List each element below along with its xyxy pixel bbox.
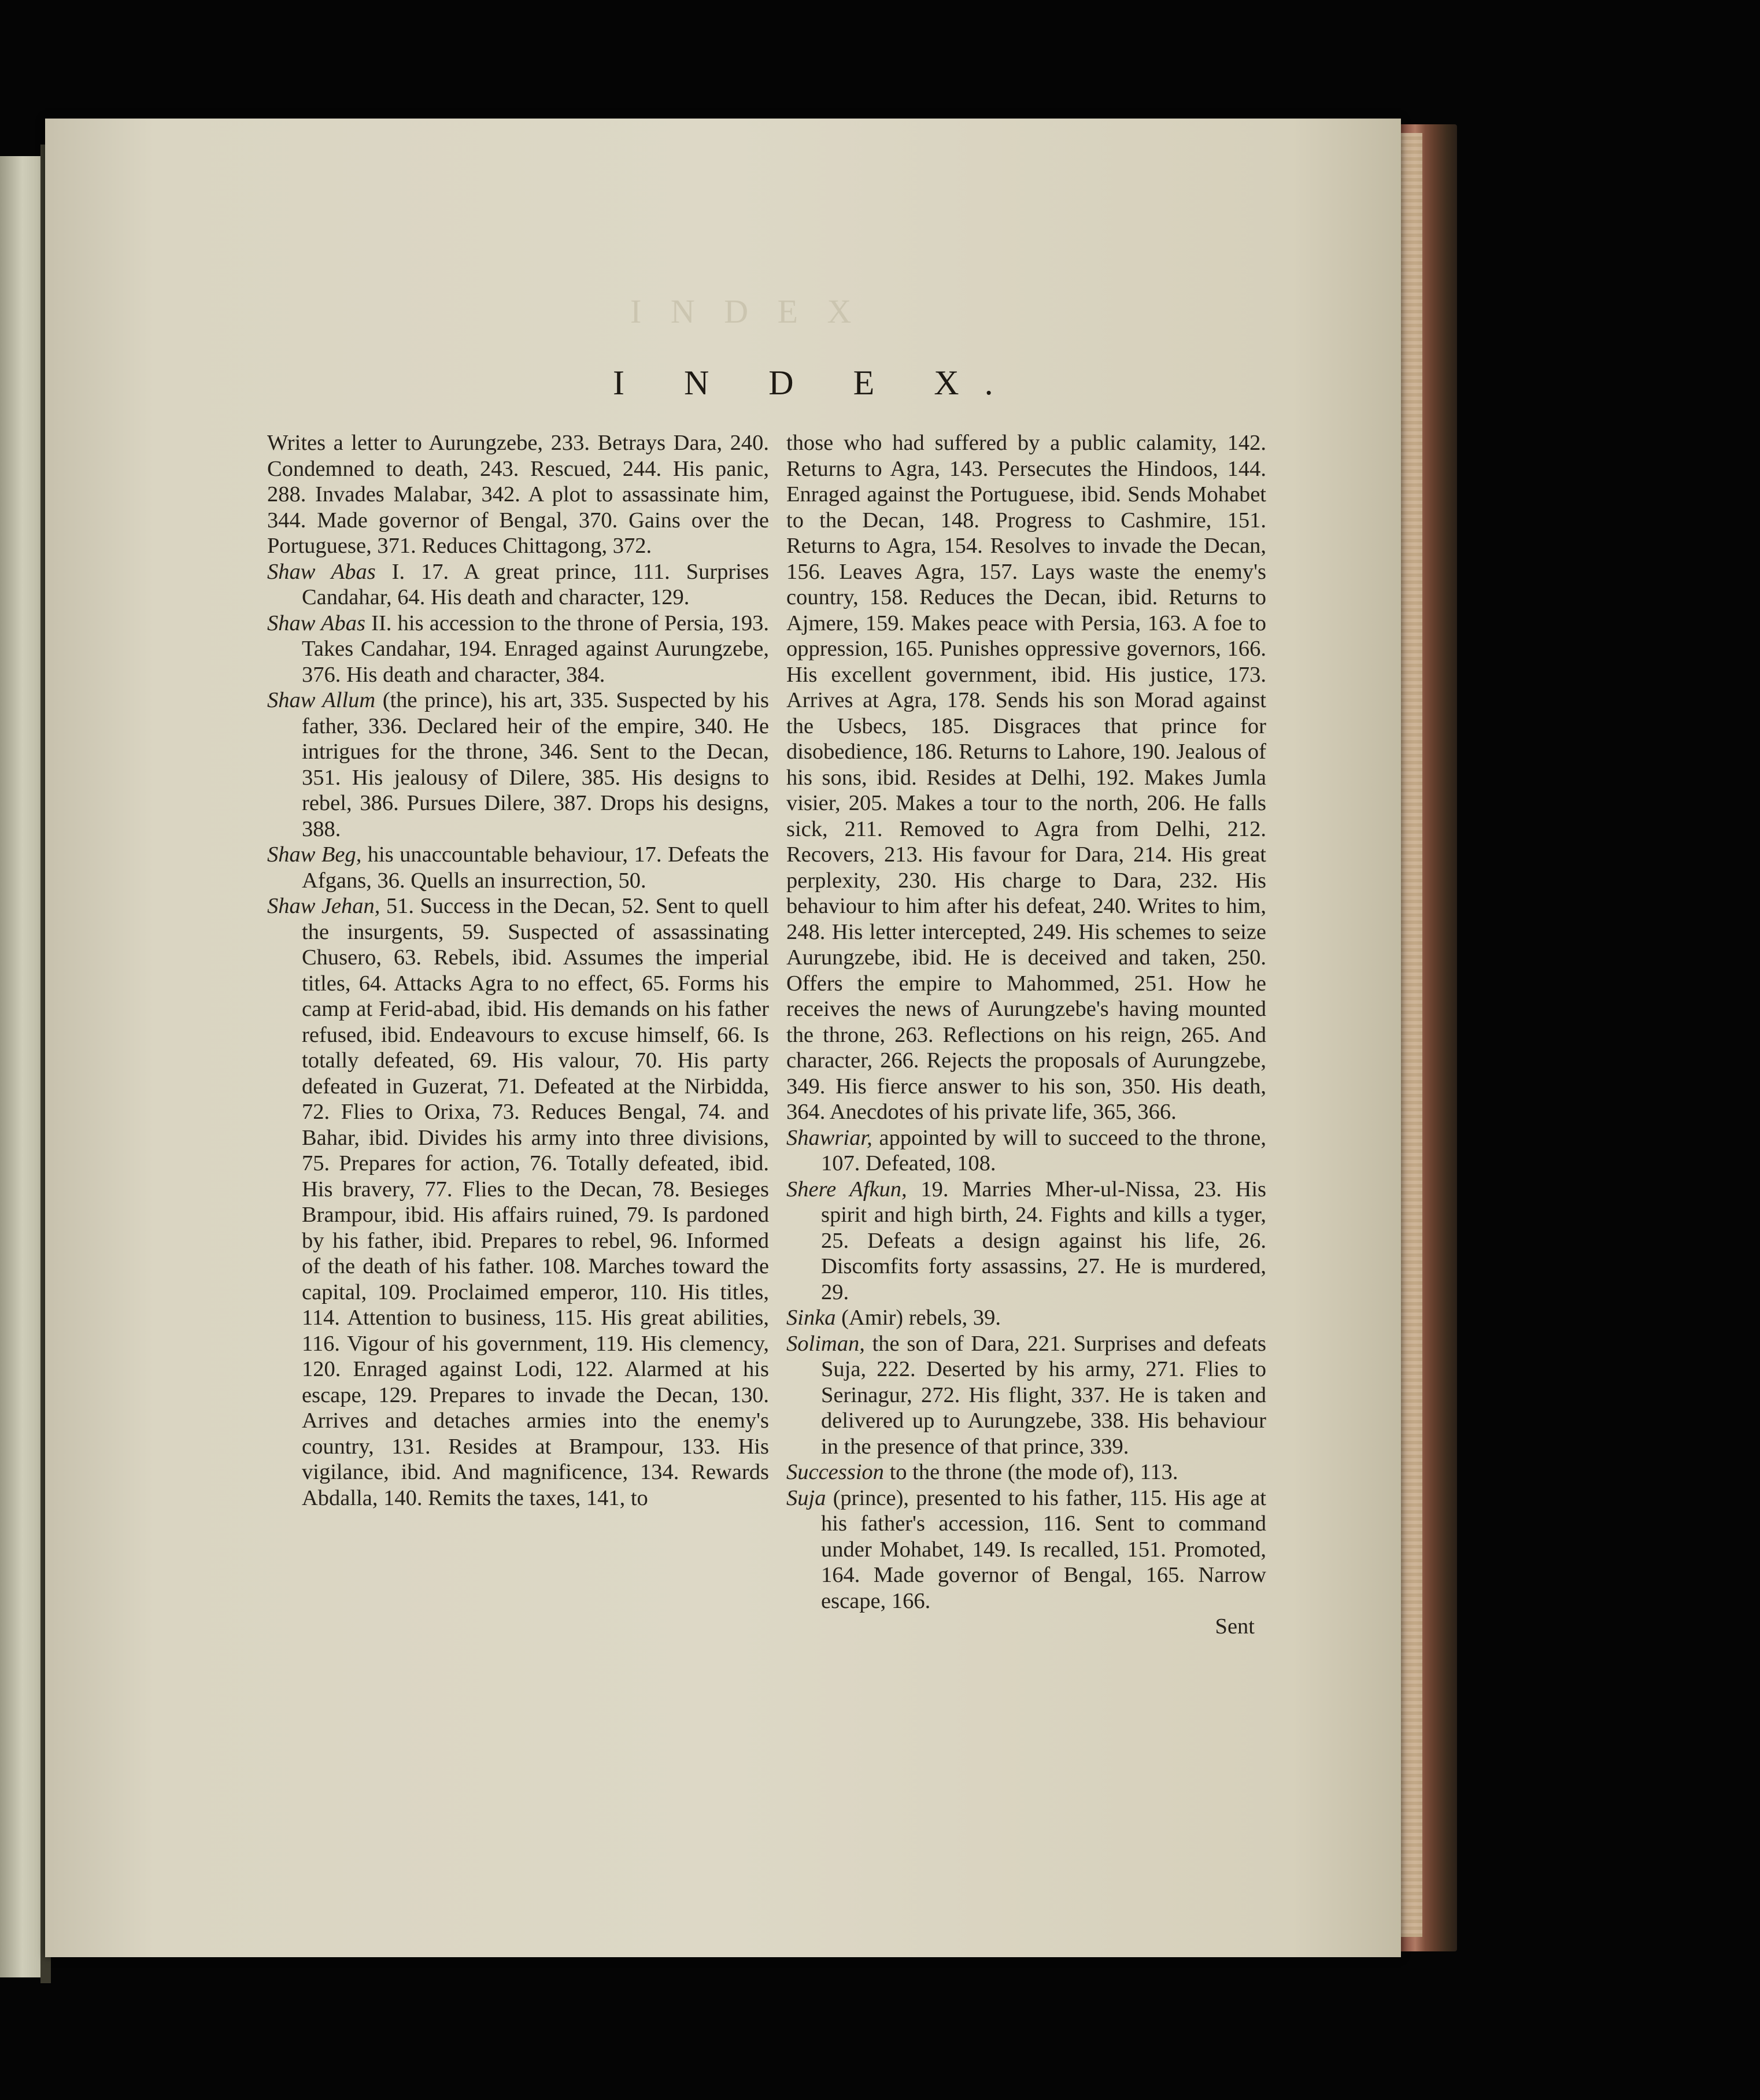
index-entry: Shaw Abas I. 17. A great prince, 111. Surprises Candahar, 64. His death and character, 129. [267, 559, 769, 609]
index-entry: Suja (prince), presented to his father, 115. His age at his father's accession, 116. Sent to command under Mohabet, 149. Is recalled, 151. Promoted, 164. Made governor of Bengal, 165. Narrow escape, 166. [786, 1485, 1266, 1613]
index-entry: Shaw Abas II. his accession to the throne of Persia, 193. Takes Candahar, 194. Enraged against Aurungzebe, 376. His death and character, 384. [267, 611, 770, 687]
page-edges [1399, 133, 1422, 1937]
index-entry: Succession to the throne (the mode of), 113. [786, 1460, 1178, 1484]
index-entry: Sinka (Amir) rebels, 39. [786, 1306, 1001, 1330]
catchword: Sent [1215, 1614, 1255, 1639]
index-entry: Shaw Allum (the prince), his art, 335. Suspected by his father, 336. Declared heir of the empire, 340. He intrigues for the throne, 346. Sent to the Decan, 351. His jealousy of Dilere, 385. His designs to rebel, 386. Pursues Dilere, 387. Drops his designs, 388. [267, 688, 769, 841]
left-column [267, 430, 769, 1511]
index-entry: Shawriar, appointed by will to succeed to the throne, 107. Defeated, 108. [786, 1125, 1266, 1175]
index-entry: Writes a letter to Aurungzebe, 233. Betrays Dara, 240. Condemned to death, 243. Rescued, 244. His panic, 288. Invades Malabar, 342. A plot to assassinate him, 344. Made governor of Bengal, 370. Gains over the Portuguese, 371. Reduces Chittagong, 372. [267, 431, 769, 558]
index-entry: Shere Afkun, 19. Marries Mher-ul-Nissa, 23. His spirit and high birth, 24. Fights and kills a tyger, 25. Defeats a design against his life, 26. Discomfits forty assassins, 27. He is murdered, 29. [786, 1177, 1266, 1304]
index-entry: Shaw Jehan, 51. Success in the Decan, 52. Sent to quell the insurgents, 59. Suspected of assassinating Chusero, 63. Rebels, ibid. Assumes the imperial titles, 64. Attacks Agra to no effect, 65. Forms his camp at Ferid-abad, ibid. His demands on his father refused, ibid. Endeavours to excuse himself, 66. Is totally defeated, 69. His valour, 70. His party defeated in Guzerat, 71. Defeated at the Nirbidda, 72. Flies to Orixa, 73. Reduces Bengal, 74. and Bahar, ibid. Divides his army into three divisions, 75. Prepares for action, 76. Totally defeated, ibid. His bravery, 77. Flies to the Decan, 78. Besieges Brampour, ibid. His affairs ruined, 79. Is pardoned by his father, ibid. Prepares to rebel, 96. Informed of the death of his father. 108. Marches toward the capital, 109. Proclaimed emperor, 110. His titles, 114. Attention to business, 115. His great abilities, 116. Vigour of his government, 119. His clemency, 120. Enraged against Lodi, 122. Alarmed at his escape, 129. Prepares to invade the Decan, 130. Arrives and detaches armies into the enemy's country, 131. Resides at Brampour, 133. His vigilance, ibid. And magnificence, 134. Rewards Abdalla, 140. Remits the taxes, 141, to [267, 894, 769, 1510]
index-entry: Shaw Beg, his unaccountable behaviour, 17. Defeats the Afgans, 36. Quells an insurrection, 50. [267, 842, 769, 893]
right-column [786, 430, 1266, 1640]
show-through-heading: I N D E X [630, 293, 862, 330]
index-entry: Soliman, the son of Dara, 221. Surprises and defeats Suja, 222. Deserted by his army, 271. Flies to Serinagur, 272. His flight, 337. He is taken and delivered up to Aurungzebe, 338. His behaviour in the presence of that prince, 339. [786, 1331, 1266, 1459]
page-heading: I N D E X. [613, 364, 1019, 402]
index-entry: those who had suffered by a public calamity, 142. Returns to Agra, 143. Persecutes the Hindoos, 144. Enraged against the Portuguese, ibid. Sends Mohabet to the Decan, 148. Progress to Cashmire, 151. Returns to Agra, 154. Resolves to invade the Decan, 156. Leaves Agra, 157. Lays waste the enemy's country, 158. Reduces the Decan, ibid. Returns to Ajmere, 159. Makes peace with Persia, 163. A foe to oppression, 165. Punishes oppressive governors, 166. His excellent government, ibid. His justice, 173. Arrives at Agra, 178. Sends his son Morad against the Usbecs, 185. Disgraces that prince for disobedience, 186. Returns to Lahore, 190. Jealous of his sons, ibid. Resides at Delhi, 192. Makes Jumla visier, 205. Makes a tour to the north, 206. He falls sick, 211. Removed to Agra from Delhi, 212. Recovers, 213. His favour for Dara, 214. His great perplexity, 230. His charge to Dara, 232. His behaviour to him after his defeat, 240. Writes to him, 248. His letter intercepted, 249. His schemes to seize Aurungzebe, ibid. He is deceived and taken, 250. Offers the empire to Mahommed, 251. How he receives the news of Aurungzebe's having mounted the throne, 263. Reflections on his reign, 265. And character, 266. Rejects the proposals of Aurungzebe, 349. His fierce answer to his son, 350. His death, 364. Anecdotes of his private life, 365, 366. [786, 431, 1266, 1124]
